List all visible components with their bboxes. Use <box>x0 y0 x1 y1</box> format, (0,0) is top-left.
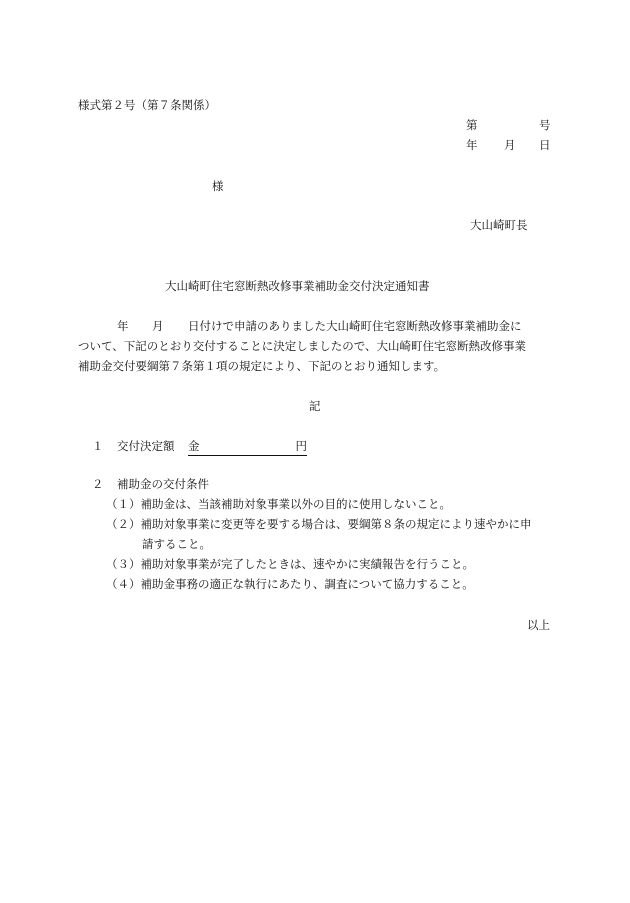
amount-kin: 金 <box>188 439 200 453</box>
item1-label: 交付決定額 <box>117 439 175 453</box>
form-label: 様式第２号（第７条関係） <box>78 98 216 112</box>
body-year: 年 <box>117 319 129 333</box>
document-title: 大山崎町住宅窓断熱改修事業補助金交付決定通知書 <box>165 279 430 293</box>
body-line-2: ついて、下記のとおり交付することに決定しましたので、大山崎町住宅窓断熱改修事業 <box>78 339 527 353</box>
doc-number-suffix: 号 <box>539 118 551 132</box>
condition-2: （２）補助対象事業に変更等を要する場合は、要綱第８条の規定により速やかに申 <box>106 517 532 531</box>
issuer: 大山崎町長 <box>470 218 528 232</box>
closing-ijo: 以上 <box>527 618 550 632</box>
date-month: 月 <box>504 138 516 152</box>
condition-4: （４）補助金事務の適正な執行にあたり、調査について協力すること。 <box>106 577 474 591</box>
condition-2-continued: 請すること。 <box>142 537 211 551</box>
body-line-3: 補助金交付要綱第７条第１項の規定により、下記のとおり通知します。 <box>78 359 446 373</box>
date-day: 日 <box>539 138 551 152</box>
item2-number: ２ <box>92 477 104 491</box>
item1-amount <box>188 438 307 456</box>
amount-underline <box>188 438 307 456</box>
amount-yen: 円 <box>295 439 307 453</box>
body-line-1: 日付けで申請のありました大山崎町住宅窓断熱改修事業補助金に <box>188 319 522 333</box>
date-year: 年 <box>466 138 478 152</box>
doc-number-prefix: 第 <box>466 118 478 132</box>
condition-3: （３）補助対象事業が完了したときは、速やかに実績報告を行うこと。 <box>106 557 474 571</box>
item2-label: 補助金の交付条件 <box>117 477 209 491</box>
ki-heading: 記 <box>309 399 321 413</box>
body-month: 月 <box>152 319 164 333</box>
addressee-suffix: 様 <box>212 179 224 193</box>
condition-1: （１）補助金は、当該補助対象事業以外の目的に使用しないこと。 <box>106 497 451 511</box>
item1-number: １ <box>92 439 104 453</box>
